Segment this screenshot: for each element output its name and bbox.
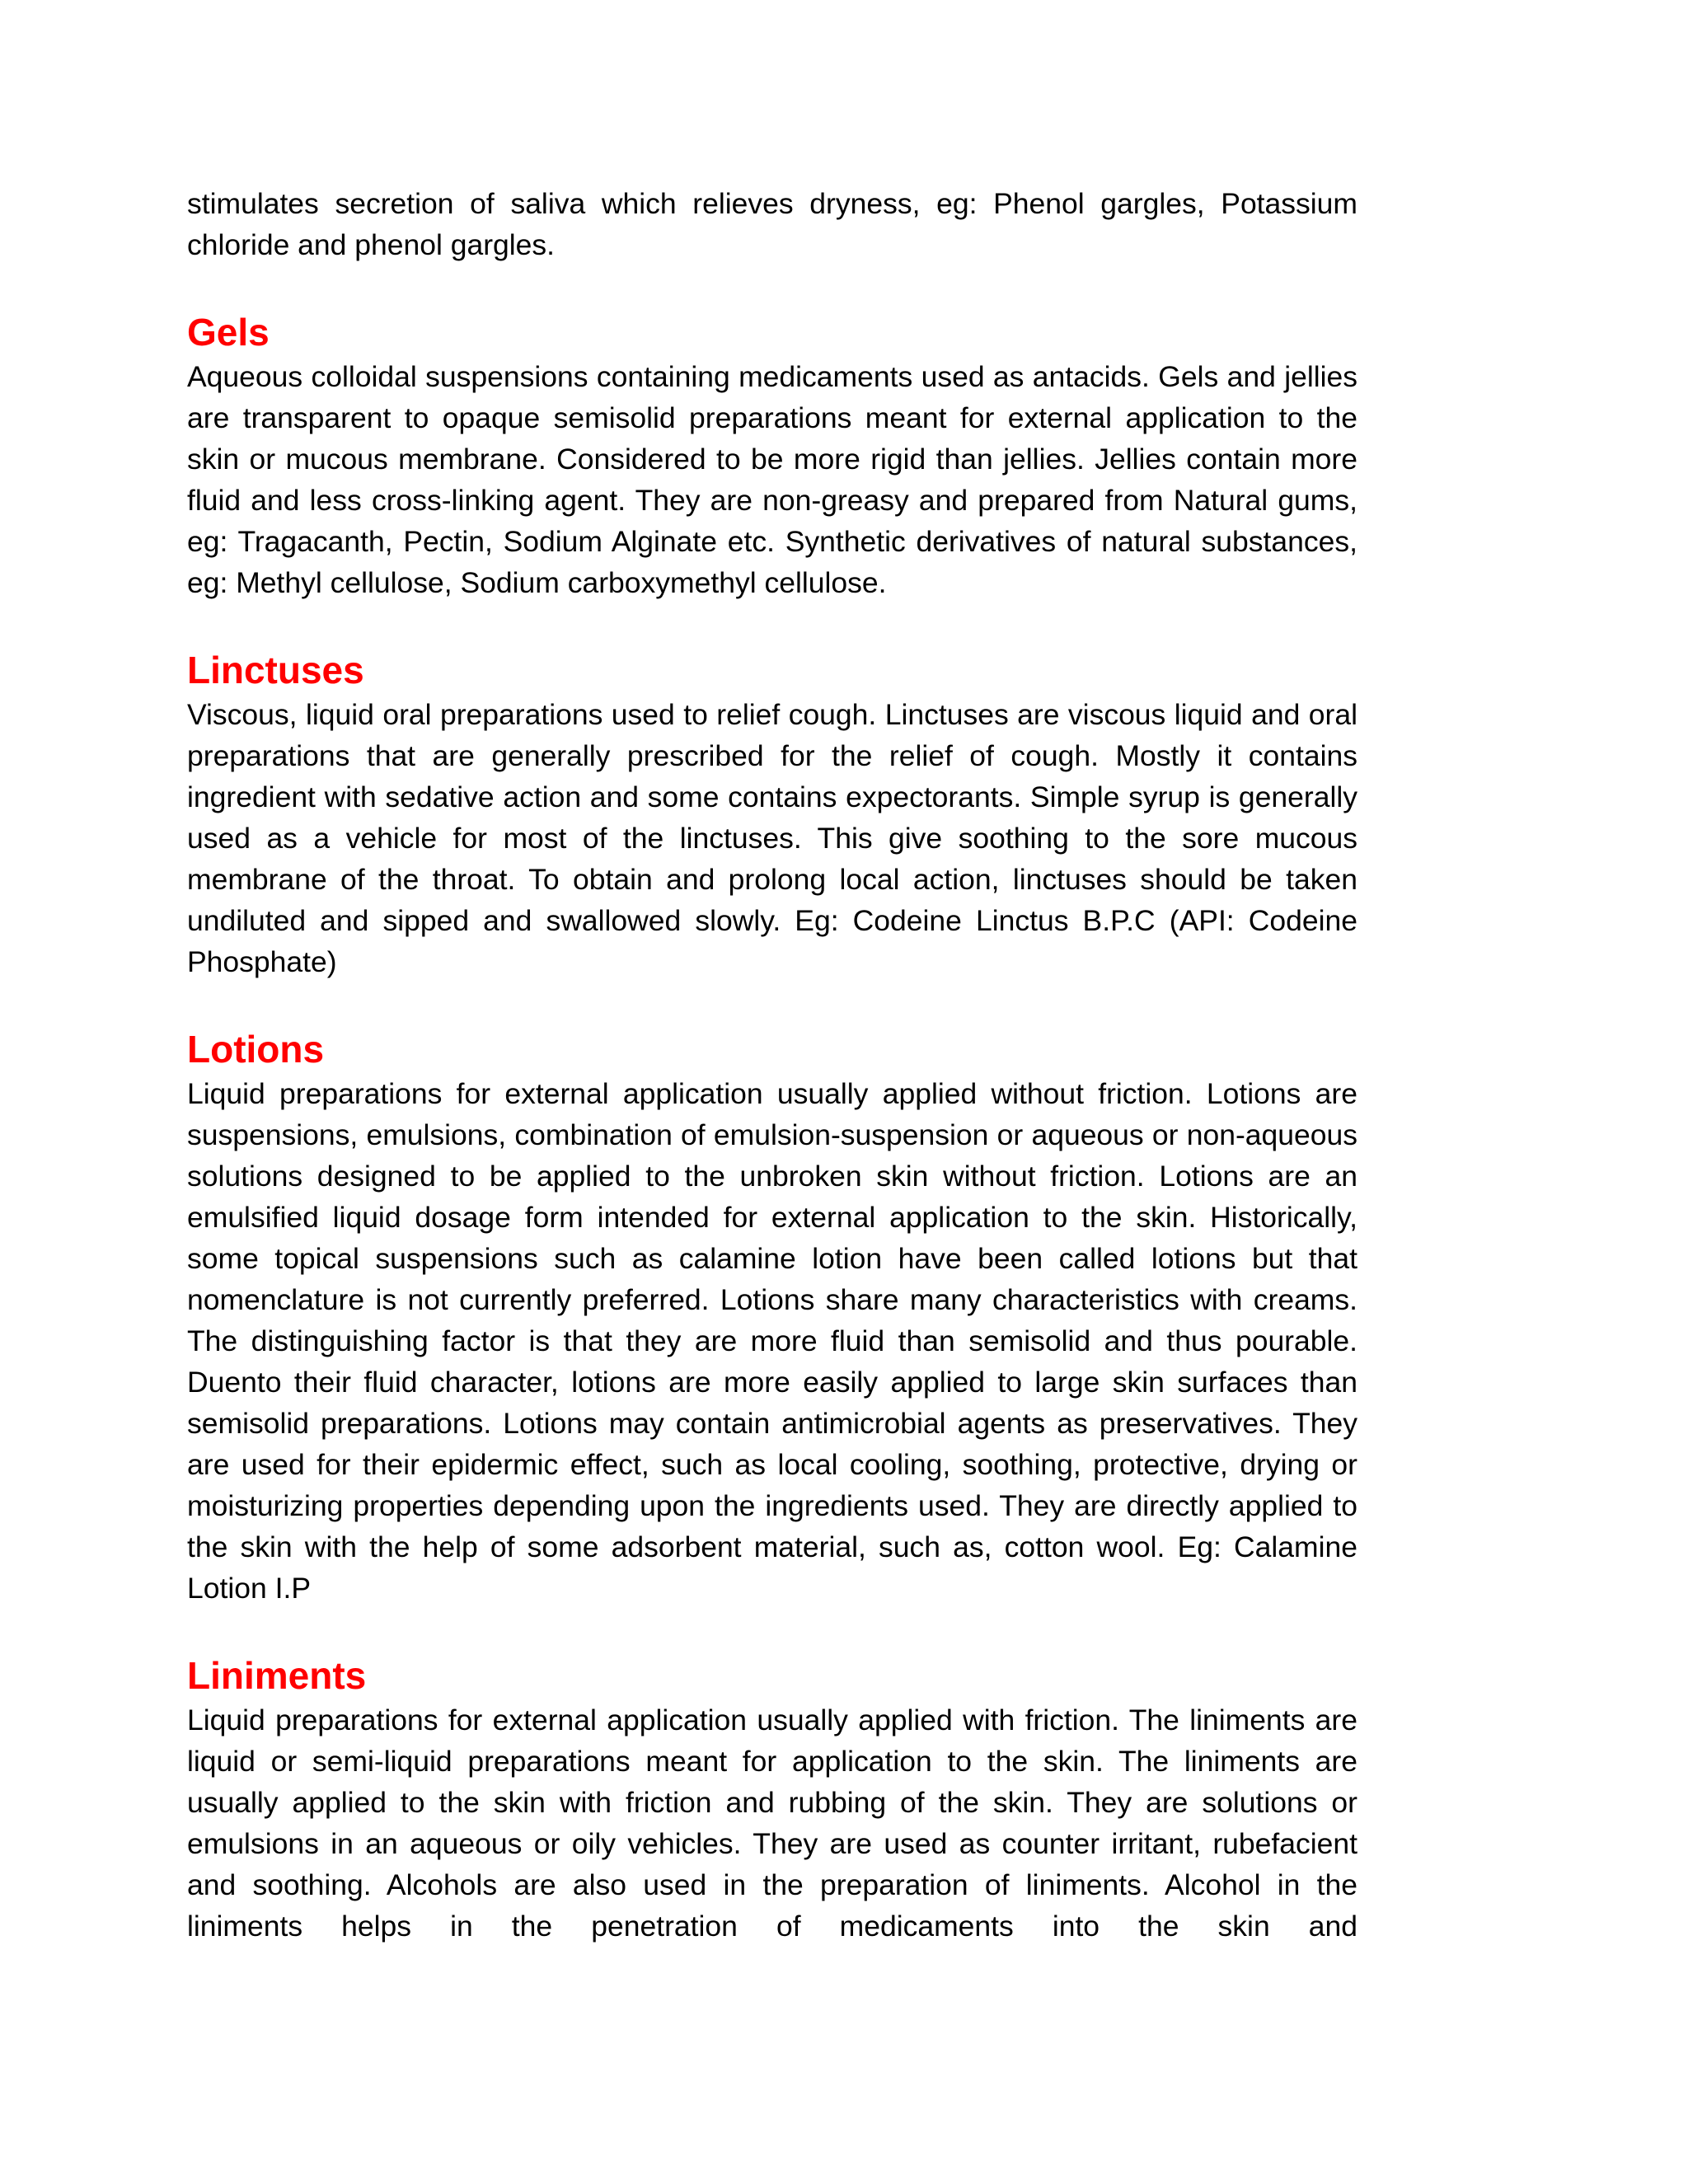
section-heading: Lotions: [187, 1028, 325, 1071]
intro-paragraph: stimulates secretion of saliva which relieves dryness, eg: Phenol gargles, Potassium chloride and phenol gargles.: [187, 187, 1357, 261]
document-page: [187, 183, 1357, 1947]
section-body: Viscous, liquid oral preparations used to relief cough. Linctuses are viscous liquid and oral preparations that are generally prescribed for the relief of cough. Mostly it contains ingredient with sedative action and some contains expectorants. Simple syrup is generally used as a vehicle for most of the linctuses. This give soothing to the sore mucous membrane of the throat. To obtain and prolong local action, linctuses should be taken undiluted and sipped and swallowed slowly. Eg: Codeine Linctus B.P.C (API: Codeine Phosphate): [187, 698, 1357, 978]
section-linctuses: [187, 646, 1357, 982]
section-body: Liquid preparations for external application usually applied with friction. The liniments are liquid or semi-liquid preparations meant for application to the skin. The liniments are usually applied to the skin with friction and rubbing of the skin. They are solutions or emulsions in an aqueous or oily vehicles. They are used as counter irritant, rubefacient and soothing. Alcohols are also used in the preparation of liniments. Alcohol in the liniments helps in the penetration of medicaments into the skin and: [187, 1704, 1357, 1943]
section-gels: [187, 308, 1357, 603]
section-body: Aqueous colloidal suspensions containing medicaments used as antacids. Gels and jellies are transparent to opaque semisolid preparations meant for external application to the skin or mucous membrane. Considered to be more rigid than jellies. Jellies contain more fluid and less cross-linking agent. They are non-greasy and prepared from Natural gums, eg: Tragacanth, Pectin, Sodium Alginate etc. Synthetic derivatives of natural substances, eg: Methyl cellulose, Sodium carboxymethyl cellulose.: [187, 360, 1357, 599]
section-heading: Linctuses: [187, 649, 364, 691]
section-heading: Gels: [187, 311, 270, 354]
section-heading: Liniments: [187, 1654, 367, 1697]
section-lotions: [187, 1025, 1357, 1609]
section-liniments: [187, 1652, 1357, 1947]
section-body: Liquid preparations for external application usually applied without friction. Lotions are suspensions, emulsions, combination of emulsion-suspension or aqueous or non-aqueous solutions designed to be applied to the unbroken skin without friction. Lotions are an emulsified liquid dosage form intended for external application to the skin. Historically, some topical suspensions such as calamine lotion have been called lotions but that nomenclature is not currently preferred. Lotions share many characteristics with creams. The distinguishing factor is that they are more fluid than semisolid and thus pourable. Duento their fluid character, lotions are more easily applied to large skin surfaces than semisolid preparations. Lotions may contain antimicrobial agents as preservatives. They are used for their epidermic effect, such as local cooling, soothing, protective, drying or moisturizing properties depending upon the ingredients used. They are directly applied to the skin with the help of some adsorbent material, such as, cotton wool. Eg: Calamine Lotion I.P: [187, 1077, 1357, 1605]
